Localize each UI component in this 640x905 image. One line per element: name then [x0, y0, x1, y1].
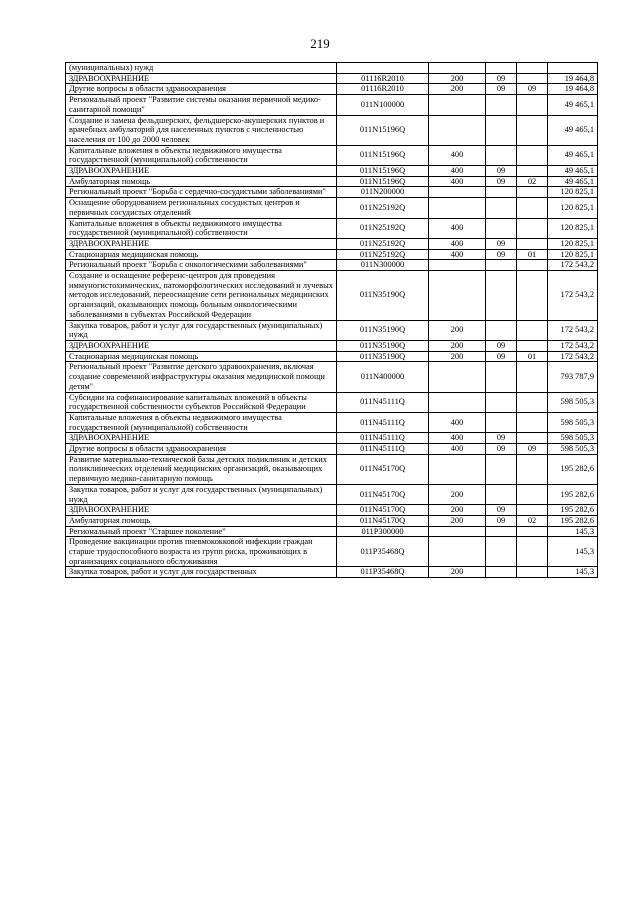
cell-subsection	[517, 484, 548, 504]
cell-name: Региональный проект "Борьба с онкологическими заболеваниями"	[66, 260, 337, 271]
cell-name: Стационарная медицинская помощь	[66, 249, 337, 260]
table-row	[66, 238, 598, 249]
table-row	[66, 198, 598, 218]
cell-section: 09	[486, 176, 517, 187]
cell-name: ЗДРАВООХРАНЕНИЕ	[66, 166, 337, 177]
cell-amount: 145,3	[548, 526, 598, 537]
cell-amount: 120 825,1	[548, 218, 598, 238]
cell-target-code: 011N25192Q	[337, 218, 429, 238]
cell-amount: 49 465,1	[548, 176, 598, 187]
cell-amount: 195 282,6	[548, 505, 598, 516]
cell-target-code: 011N15196Q	[337, 145, 429, 165]
table-row	[66, 454, 598, 484]
cell-expense-type: 400	[429, 433, 486, 444]
cell-target-code: 011P35468Q	[337, 537, 429, 567]
cell-amount: 598 505,3	[548, 412, 598, 432]
cell-subsection	[517, 537, 548, 567]
table-row	[66, 271, 598, 321]
cell-amount: 49 465,1	[548, 166, 598, 177]
cell-amount: 598 505,3	[548, 444, 598, 455]
cell-expense-type: 400	[429, 145, 486, 165]
cell-expense-type: 400	[429, 218, 486, 238]
cell-expense-type: 200	[429, 567, 486, 578]
cell-section: 09	[486, 84, 517, 95]
cell-name: (муниципальных) нужд	[66, 63, 337, 74]
cell-subsection	[517, 392, 548, 412]
cell-section: 09	[486, 505, 517, 516]
cell-name: Создание и замена фельдшерских, фельдшерско-акушерских пунктов и врачебных амбулаторий для населенных пунктов с численностью населения от 100 до 2000 человек	[66, 115, 337, 145]
cell-target-code: 011N25192Q	[337, 238, 429, 249]
table-row	[66, 537, 598, 567]
cell-target-code: 011N45111Q	[337, 444, 429, 455]
cell-expense-type: 400	[429, 238, 486, 249]
cell-amount: 49 465,1	[548, 145, 598, 165]
cell-target-code: 011P300000	[337, 526, 429, 537]
cell-expense-type	[429, 187, 486, 198]
table-row	[66, 567, 598, 578]
table-row	[66, 115, 598, 145]
cell-section: 09	[486, 238, 517, 249]
cell-expense-type	[429, 198, 486, 218]
cell-amount: 598 505,3	[548, 433, 598, 444]
table-row	[66, 95, 598, 115]
cell-section	[486, 145, 517, 165]
cell-expense-type	[429, 454, 486, 484]
cell-amount: 120 825,1	[548, 249, 598, 260]
cell-name: Другие вопросы в области здравоохранения	[66, 444, 337, 455]
table-row	[66, 73, 598, 84]
cell-section	[486, 412, 517, 432]
cell-target-code: 011N25192Q	[337, 249, 429, 260]
cell-section: 09	[486, 433, 517, 444]
cell-name: Закупка товаров, работ и услуг для государственных (муниципальных) нужд	[66, 484, 337, 504]
cell-amount: 120 825,1	[548, 198, 598, 218]
cell-amount: 195 282,6	[548, 454, 598, 484]
cell-subsection	[517, 362, 548, 392]
cell-name: ЗДРАВООХРАНЕНИЕ	[66, 238, 337, 249]
cell-section: 09	[486, 166, 517, 177]
table-row	[66, 249, 598, 260]
cell-section	[486, 115, 517, 145]
cell-amount: 145,3	[548, 537, 598, 567]
cell-target-code: 011N400000	[337, 362, 429, 392]
table-row	[66, 84, 598, 95]
cell-section	[486, 320, 517, 340]
cell-target-code: 011N300000	[337, 260, 429, 271]
cell-expense-type: 200	[429, 515, 486, 526]
cell-name: Региональный проект "Развитие детского здравоохранения, включая создание современной инфраструктуры оказания медицинской помощи детям"	[66, 362, 337, 392]
cell-amount: 172 543,2	[548, 271, 598, 321]
cell-subsection	[517, 115, 548, 145]
cell-target-code: 011N35190Q	[337, 351, 429, 362]
cell-expense-type	[429, 260, 486, 271]
cell-expense-type: 400	[429, 412, 486, 432]
cell-name: Проведение вакцинации против пневмококковой инфекции граждан старше трудоспособного возраста из групп риска, проживающих в организациях социального обслуживания	[66, 537, 337, 567]
table-row	[66, 260, 598, 271]
cell-target-code: 011N45111Q	[337, 412, 429, 432]
cell-expense-type: 200	[429, 505, 486, 516]
cell-name: Другие вопросы в области здравоохранения	[66, 84, 337, 95]
cell-target-code: 01116R2010	[337, 84, 429, 95]
cell-section: 09	[486, 444, 517, 455]
table-row	[66, 392, 598, 412]
cell-amount: 120 825,1	[548, 238, 598, 249]
cell-expense-type	[429, 526, 486, 537]
table-row	[66, 433, 598, 444]
cell-expense-type	[429, 95, 486, 115]
cell-name: Капитальные вложения в объекты недвижимого имущества государственной (муниципальной) собственности	[66, 218, 337, 238]
cell-subsection	[517, 166, 548, 177]
cell-target-code: 011N35190Q	[337, 340, 429, 351]
cell-expense-type: 200	[429, 484, 486, 504]
page-number: 219	[310, 36, 330, 51]
cell-section	[486, 198, 517, 218]
table-row	[66, 362, 598, 392]
cell-section	[486, 95, 517, 115]
cell-amount: 172 543,2	[548, 320, 598, 340]
cell-amount: 120 825,1	[548, 187, 598, 198]
cell-expense-type	[429, 362, 486, 392]
cell-expense-type: 200	[429, 340, 486, 351]
cell-subsection	[517, 526, 548, 537]
cell-section: 09	[486, 340, 517, 351]
cell-subsection	[517, 454, 548, 484]
cell-section	[486, 362, 517, 392]
cell-target-code: 011N45170Q	[337, 505, 429, 516]
table-row	[66, 444, 598, 455]
table-row	[66, 166, 598, 177]
cell-target-code: 011N45170Q	[337, 515, 429, 526]
cell-section	[486, 567, 517, 578]
cell-subsection	[517, 412, 548, 432]
cell-name: Закупка товаров, работ и услуг для государственных	[66, 567, 337, 578]
cell-name: Региональный проект "Борьба с сердечно-сосудистыми заболеваниями"	[66, 187, 337, 198]
cell-name: ЗДРАВООХРАНЕНИЕ	[66, 73, 337, 84]
cell-subsection	[517, 218, 548, 238]
cell-section	[486, 537, 517, 567]
cell-target-code: 011N35190Q	[337, 271, 429, 321]
cell-subsection	[517, 198, 548, 218]
cell-amount: 172 543,2	[548, 351, 598, 362]
cell-section	[486, 260, 517, 271]
cell-subsection: 09	[517, 84, 548, 95]
cell-subsection	[517, 187, 548, 198]
cell-subsection	[517, 73, 548, 84]
cell-subsection	[517, 238, 548, 249]
cell-subsection	[517, 145, 548, 165]
cell-section	[486, 187, 517, 198]
cell-subsection: 09	[517, 444, 548, 455]
table-row	[66, 484, 598, 504]
cell-expense-type	[429, 115, 486, 145]
table-row	[66, 412, 598, 432]
cell-amount: 172 543,2	[548, 340, 598, 351]
cell-section	[486, 392, 517, 412]
table-row	[66, 515, 598, 526]
cell-subsection	[517, 433, 548, 444]
cell-name: ЗДРАВООХРАНЕНИЕ	[66, 340, 337, 351]
cell-name: Закупка товаров, работ и услуг для государственных (муниципальных) нужд	[66, 320, 337, 340]
cell-subsection	[517, 320, 548, 340]
cell-target-code: 011N15196Q	[337, 166, 429, 177]
cell-target-code: 011N35190Q	[337, 320, 429, 340]
cell-section	[486, 63, 517, 74]
cell-target-code: 011N200000	[337, 187, 429, 198]
cell-amount: 195 282,6	[548, 484, 598, 504]
cell-subsection	[517, 271, 548, 321]
cell-target-code: 01116R2010	[337, 73, 429, 84]
cell-target-code: 011P35468Q	[337, 567, 429, 578]
cell-expense-type: 200	[429, 351, 486, 362]
cell-name: Создание и оснащение референс-центров для проведения иммуногистохимических, патоморфологических исследований и лучевых методов исследований, переоснащение сети региональных медицинских организаций, оказывающих помощь больным онкологическими заболеваниями в субъектах Российской Федерации	[66, 271, 337, 321]
cell-section	[486, 271, 517, 321]
cell-section: 09	[486, 249, 517, 260]
cell-subsection	[517, 95, 548, 115]
cell-amount: 49 465,1	[548, 95, 598, 115]
table-row	[66, 340, 598, 351]
cell-section	[486, 526, 517, 537]
cell-name: ЗДРАВООХРАНЕНИЕ	[66, 505, 337, 516]
cell-name: Амбулаторная помощь	[66, 515, 337, 526]
cell-section	[486, 454, 517, 484]
cell-amount: 19 464,8	[548, 84, 598, 95]
cell-expense-type: 400	[429, 249, 486, 260]
table-row	[66, 187, 598, 198]
cell-target-code	[337, 63, 429, 74]
cell-section	[486, 484, 517, 504]
cell-name: Развитие материально-технической базы детских поликлиник и детских поликлинических отделений медицинских организаций, оказывающих первичную медико-санитарную помощь	[66, 454, 337, 484]
cell-subsection	[517, 567, 548, 578]
cell-target-code: 011N45170Q	[337, 484, 429, 504]
cell-expense-type	[429, 537, 486, 567]
cell-expense-type: 200	[429, 320, 486, 340]
cell-name: Оснащение оборудованием региональных сосудистых центров и первичных сосудистых отделений	[66, 198, 337, 218]
cell-subsection	[517, 63, 548, 74]
cell-subsection: 01	[517, 249, 548, 260]
cell-name: Стационарная медицинская помощь	[66, 351, 337, 362]
table-row	[66, 63, 598, 74]
cell-target-code: 011N100000	[337, 95, 429, 115]
cell-name: Капитальные вложения в объекты недвижимого имущества государственной (муниципальной) собственности	[66, 412, 337, 432]
table-row	[66, 526, 598, 537]
cell-amount: 598 505,3	[548, 392, 598, 412]
cell-amount: 172 543,2	[548, 260, 598, 271]
table-row	[66, 351, 598, 362]
cell-subsection	[517, 260, 548, 271]
cell-name: Субсидии на софинансирование капитальных вложений в объекты государственной собственности субъектов Российской Федерации	[66, 392, 337, 412]
cell-subsection	[517, 340, 548, 351]
cell-expense-type: 400	[429, 444, 486, 455]
cell-section: 09	[486, 73, 517, 84]
cell-subsection	[517, 505, 548, 516]
cell-amount: 793 787,9	[548, 362, 598, 392]
cell-amount: 195 282,6	[548, 515, 598, 526]
cell-name: Региональный проект "Развитие системы оказания первичной медико-санитарной помощи"	[66, 95, 337, 115]
cell-amount	[548, 63, 598, 74]
table-row	[66, 320, 598, 340]
table-row	[66, 218, 598, 238]
table-row	[66, 145, 598, 165]
cell-expense-type	[429, 271, 486, 321]
cell-name: Региональный проект "Старшее поколение"	[66, 526, 337, 537]
cell-target-code: 011N45111Q	[337, 433, 429, 444]
cell-expense-type	[429, 63, 486, 74]
cell-name: ЗДРАВООХРАНЕНИЕ	[66, 433, 337, 444]
cell-section	[486, 218, 517, 238]
cell-name: Амбулаторная помощь	[66, 176, 337, 187]
cell-section: 09	[486, 515, 517, 526]
cell-subsection: 02	[517, 176, 548, 187]
budget-table-body	[66, 63, 598, 578]
cell-section: 09	[486, 351, 517, 362]
table-row	[66, 176, 598, 187]
cell-target-code: 011N15196Q	[337, 115, 429, 145]
cell-target-code: 011N25192Q	[337, 198, 429, 218]
cell-name: Капитальные вложения в объекты недвижимого имущества государственной (муниципальной) собственности	[66, 145, 337, 165]
cell-expense-type: 200	[429, 84, 486, 95]
table-row	[66, 505, 598, 516]
cell-expense-type: 200	[429, 73, 486, 84]
cell-expense-type: 400	[429, 176, 486, 187]
cell-expense-type	[429, 392, 486, 412]
cell-subsection: 01	[517, 351, 548, 362]
budget-table	[65, 62, 598, 578]
cell-amount: 49 465,1	[548, 115, 598, 145]
cell-target-code: 011N45170Q	[337, 454, 429, 484]
cell-subsection: 02	[517, 515, 548, 526]
cell-expense-type: 400	[429, 166, 486, 177]
cell-amount: 145,3	[548, 567, 598, 578]
cell-amount: 19 464,8	[548, 73, 598, 84]
cell-target-code: 011N15196Q	[337, 176, 429, 187]
cell-target-code: 011N45111Q	[337, 392, 429, 412]
